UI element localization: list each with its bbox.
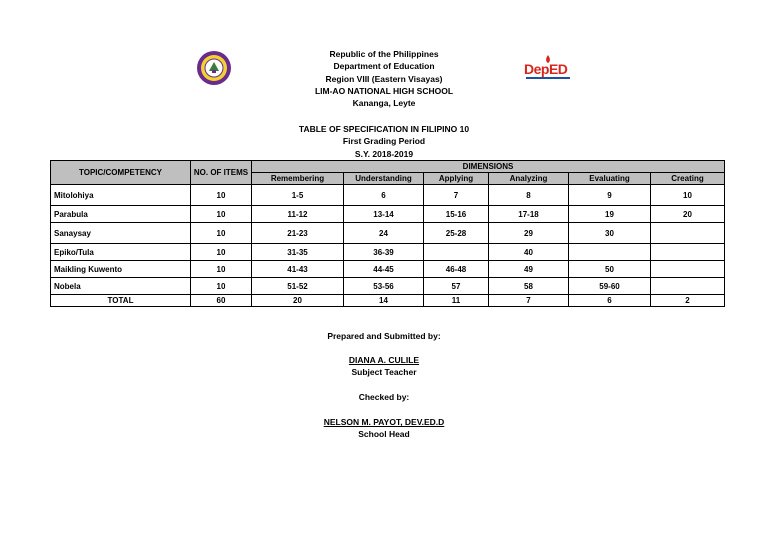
row-cell: 59-60 [569, 278, 651, 295]
row-cell [651, 244, 725, 261]
row-cell: 36-39 [344, 244, 424, 261]
teacher-name: DIANA A. CULILE [348, 355, 420, 365]
header-dimensions: DIMENSIONS [252, 161, 725, 173]
row-topic: Mitolohiya [51, 185, 191, 206]
row-cell: 40 [489, 244, 569, 261]
header-line-location: Kananga, Leyte [352, 98, 416, 109]
table-row [51, 244, 725, 261]
row-cell: 13-14 [344, 206, 424, 223]
row-cell: 6 [344, 185, 424, 206]
total-cell: 14 [344, 295, 424, 307]
specification-table [50, 160, 725, 307]
header-line-department: Department of Education [333, 61, 435, 72]
header-creating: Creating [651, 173, 725, 185]
row-topic: Maikling Kuwento [51, 261, 191, 278]
row-cell: 57 [424, 278, 489, 295]
row-cell: 10 [651, 185, 725, 206]
row-cell: 30 [569, 223, 651, 244]
row-cell [651, 278, 725, 295]
row-topic: Sanaysay [51, 223, 191, 244]
header-analyzing: Analyzing [489, 173, 569, 185]
total-cell: 2 [651, 295, 725, 307]
header-evaluating: Evaluating [569, 173, 651, 185]
table-row [51, 206, 725, 223]
total-cell: 11 [424, 295, 489, 307]
row-cell: 29 [489, 223, 569, 244]
title-line-2: First Grading Period [342, 136, 426, 147]
teacher-title: Subject Teacher [351, 367, 417, 377]
row-cell [569, 244, 651, 261]
table-row [51, 278, 725, 295]
row-cell: 46-48 [424, 261, 489, 278]
row-cell: 20 [651, 206, 725, 223]
table-row [51, 185, 725, 206]
header-line-region: Region VIII (Eastern Visayas) [325, 73, 443, 84]
row-cell: 31-35 [252, 244, 344, 261]
row-items: 10 [191, 185, 252, 206]
row-items: 10 [191, 261, 252, 278]
row-cell [651, 261, 725, 278]
header-line-country: Republic of the Philippines [329, 49, 439, 59]
document-title [0, 123, 768, 160]
head-title: School Head [358, 429, 410, 439]
head-name: NELSON M. PAYOT, DEV.ED.D [323, 417, 445, 427]
row-cell: 7 [424, 185, 489, 206]
prepared-by-label: Prepared and Submitted by: [327, 331, 441, 341]
row-cell: 58 [489, 278, 569, 295]
row-cell: 53-56 [344, 278, 424, 295]
document-header [0, 48, 768, 109]
row-cell: 51-52 [252, 278, 344, 295]
row-cell: 24 [344, 223, 424, 244]
row-cell: 44-45 [344, 261, 424, 278]
row-cell [424, 244, 489, 261]
header-line-school: LIM-AO NATIONAL HIGH SCHOOL [314, 85, 454, 96]
total-items: 60 [191, 295, 252, 307]
table-row [51, 223, 725, 244]
row-cell: 41-43 [252, 261, 344, 278]
table-total-row [51, 295, 725, 307]
total-cell: 7 [489, 295, 569, 307]
total-cell: 6 [569, 295, 651, 307]
row-cell [651, 223, 725, 244]
deped-logo [524, 53, 574, 83]
header-understanding: Understanding [344, 173, 424, 185]
table-header-row [51, 161, 725, 173]
row-cell: 15-16 [424, 206, 489, 223]
deped-logo-text: DepED [524, 61, 568, 77]
header-items: NO. OF ITEMS [191, 161, 252, 185]
title-line-3: S.Y. 2018-2019 [354, 148, 414, 159]
header-topic: TOPIC/COMPETENCY [51, 161, 191, 185]
total-label: TOTAL [51, 295, 191, 307]
title-line-1: TABLE OF SPECIFICATION IN FILIPINO 10 [298, 124, 470, 134]
row-topic: Parabula [51, 206, 191, 223]
total-cell: 20 [252, 295, 344, 307]
row-cell: 1-5 [252, 185, 344, 206]
row-cell: 49 [489, 261, 569, 278]
row-items: 10 [191, 244, 252, 261]
row-cell: 9 [569, 185, 651, 206]
row-cell: 19 [569, 206, 651, 223]
row-cell: 50 [569, 261, 651, 278]
row-cell: 25-28 [424, 223, 489, 244]
header-remembering: Remembering [252, 173, 344, 185]
row-cell: 21-23 [252, 223, 344, 244]
row-items: 10 [191, 278, 252, 295]
row-cell: 11-12 [252, 206, 344, 223]
checked-by-label: Checked by: [358, 392, 410, 402]
header-applying: Applying [424, 173, 489, 185]
row-topic: Epiko/Tula [51, 244, 191, 261]
table-row [51, 261, 725, 278]
row-items: 10 [191, 223, 252, 244]
row-cell: 17-18 [489, 206, 569, 223]
row-topic: Nobela [51, 278, 191, 295]
row-cell: 8 [489, 185, 569, 206]
row-items: 10 [191, 206, 252, 223]
